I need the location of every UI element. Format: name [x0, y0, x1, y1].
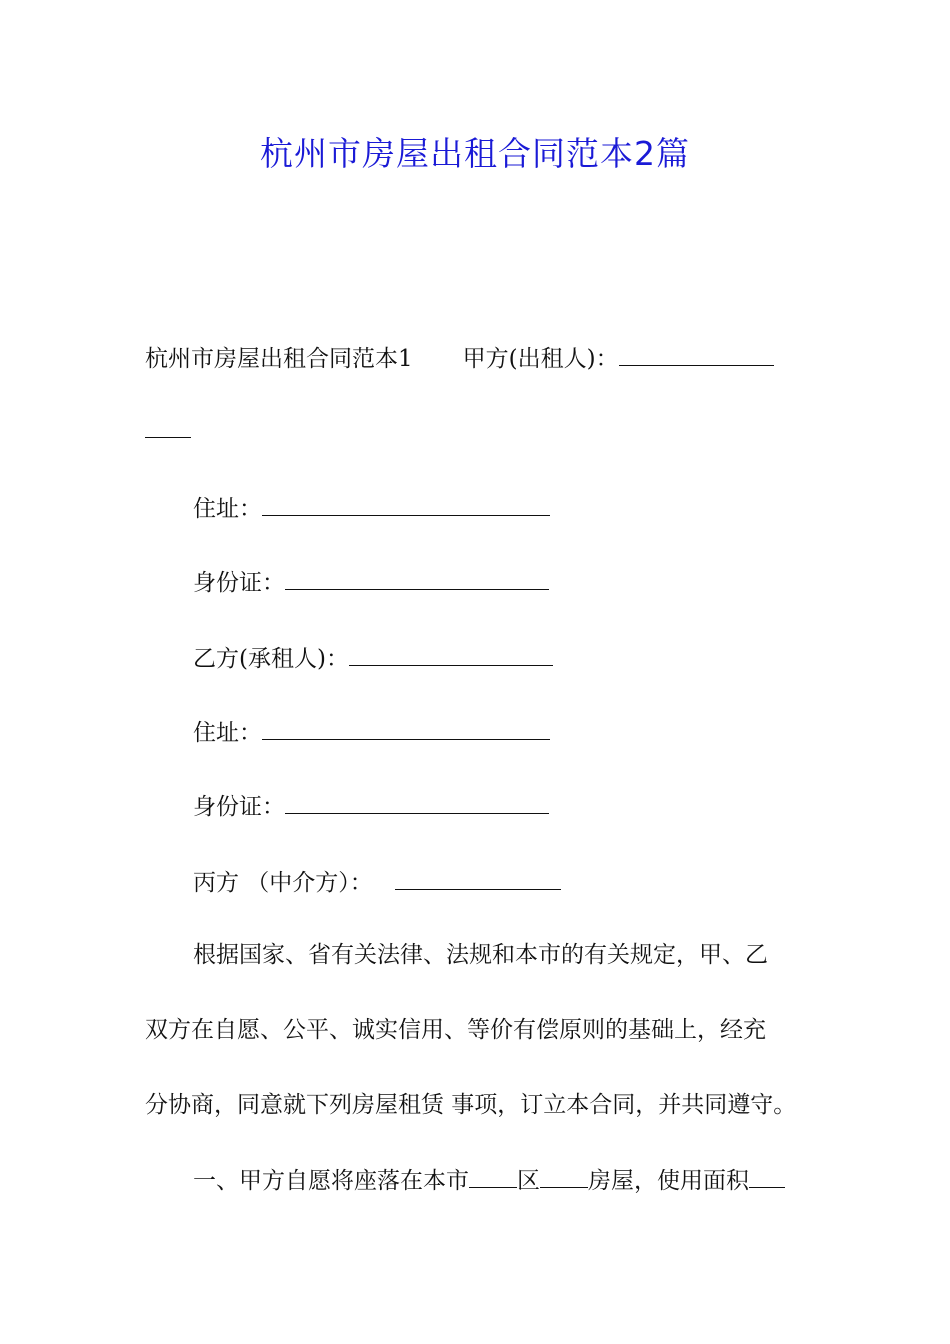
address-b-blank: [262, 717, 550, 740]
district-blank: [469, 1165, 517, 1188]
address-b-label: 住址：: [193, 720, 262, 746]
paragraph-line-1: 根据国家、省有关法律、法规和本市的有关规定，甲、乙: [193, 942, 768, 968]
paragraph-line-2: 双方在自愿、公平、诚实信用、等价有偿原则的基础上，经充: [145, 1017, 766, 1043]
party-a-blank-continued: [145, 415, 191, 446]
party-a-blank: [619, 343, 774, 366]
address-a-line: [193, 493, 550, 524]
paragraph-line-3: 分协商，同意就下列房屋租赁 事项，订立本合同，并共同遵守。: [145, 1092, 797, 1118]
clause-1-line: [193, 1165, 785, 1196]
address-a-label: 住址：: [193, 496, 262, 522]
clause-1-text-1: 一、甲方自愿将座落在本市: [193, 1168, 469, 1194]
id-a-label: 身份证：: [193, 570, 285, 596]
party-a-label: 甲方(出租人)：: [462, 346, 619, 372]
party-c-line: [193, 867, 561, 898]
party-b-blank: [349, 643, 553, 666]
party-a-blank-tail: [145, 415, 191, 438]
id-a-line: [193, 567, 549, 598]
id-b-blank: [285, 791, 549, 814]
address-b-line: [193, 717, 550, 748]
clause-1-text-3: 房屋，使用面积: [588, 1168, 749, 1194]
clause-1-text-2: 区: [517, 1168, 540, 1194]
house-blank: [540, 1165, 588, 1188]
intro-heading: 杭州市房屋出租合同范本1: [145, 346, 413, 372]
address-a-blank: [262, 493, 550, 516]
document-title: 杭州市房屋出租合同范本2篇: [260, 134, 690, 173]
id-a-blank: [285, 567, 549, 590]
party-b-label: 乙方(承租人)：: [193, 646, 349, 672]
area-blank: [749, 1165, 785, 1188]
id-b-line: [193, 791, 549, 822]
party-c-label: 丙方 （中介方）：: [193, 870, 373, 896]
party-b-line: [193, 643, 553, 674]
id-b-label: 身份证：: [193, 794, 285, 820]
party-c-blank: [395, 867, 561, 890]
intro-line: [145, 343, 774, 374]
